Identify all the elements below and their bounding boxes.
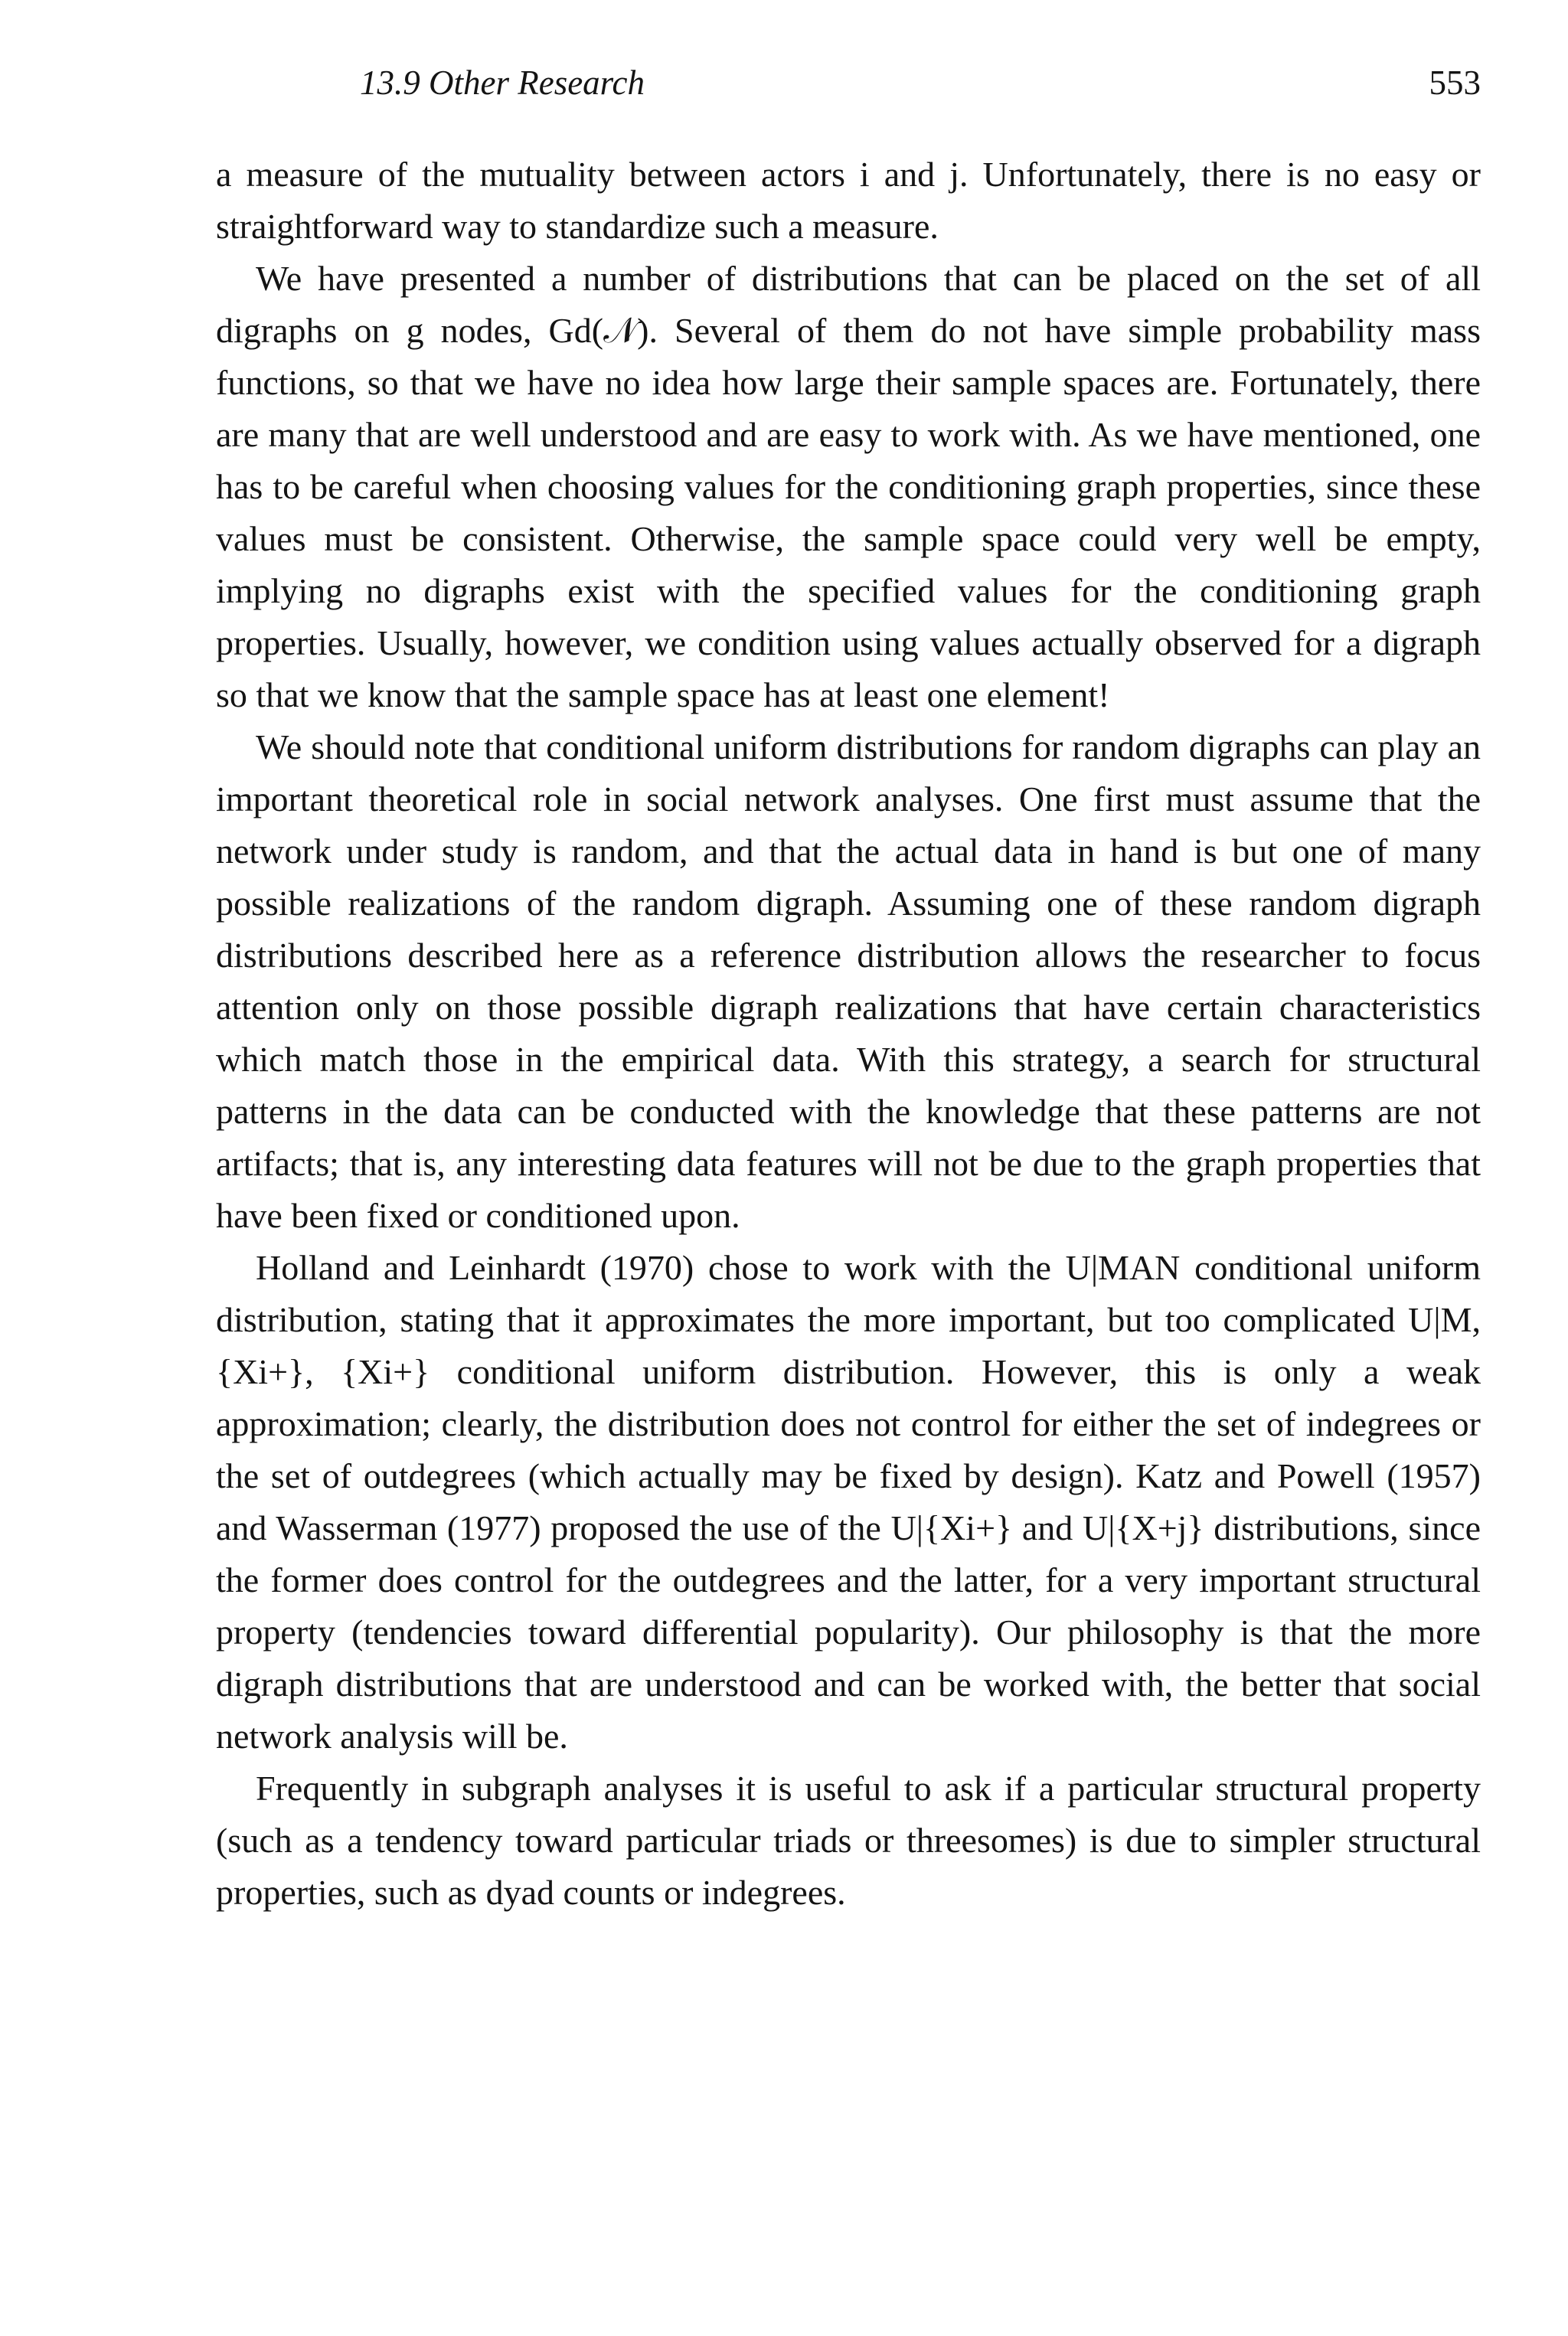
paragraph-4: Holland and Leinhardt (1970) chose to work with the U|MAN conditional uniform distribution, stating that it approximates the more important, but too complicated U|M, {Xi+}, {Xi+} conditional uniform distribution. However, this is only a weak approximation; clearly, the distribution does not control for either the set of indegrees or the set of outdegrees (which actually may be fixed by design). Katz and Powell (1957) and Wasserman (1977) proposed the use of the U|{Xi+} and U|{X+j} distributions, since the former does control for the outdegrees and the latter, for a very important structural property (tendencies toward differential popularity). Our philosophy is that the more digraph distributions that are understood and can be worked with, the better that social network analysis will be.: [216, 1248, 1481, 1756]
page-number: 553: [1429, 64, 1481, 102]
section-title: 13.9 Other Research: [360, 64, 645, 102]
running-header: [216, 63, 1481, 109]
paragraph-5: Frequently in subgraph analyses it is useful to ask if a particular structural property (such as a tendency toward particular triads or threesomes) is due to simpler structural properties, such as dyad counts or indegrees.: [216, 1769, 1481, 1912]
body-text: [216, 149, 1481, 1919]
paragraph-3: We should note that conditional uniform distributions for random digraphs can play an important theoretical role in social network analyses. One first must assume that the network under study is random, and that the actual data in hand is but one of many possible realizations of the random digraph. Assuming one of these random digraph distributions described here as a reference distribution allows the researcher to focus attention only on those possible digraph realizations that have certain characteristics which match those in the empirical data. With this strategy, a search for structural patterns in the data can be conducted with the knowledge that these patterns are not artifacts; that is, any interesting data features will not be due to the graph properties that have been fixed or conditioned upon.: [216, 727, 1481, 1235]
paragraph-2: We have presented a number of distributions that can be placed on the set of all digraphs on g nodes, Gd(𝒩). Several of them do not have simple probability mass functions, so that we have no idea how large their sample spaces are. Fortunately, there are many that are well understood and are easy to work with. As we have mentioned, one has to be careful when choosing values for the conditioning graph properties, since these values must be consistent. Otherwise, the sample space could very well be empty, implying no digraphs exist with the specified values for the conditioning graph properties. Usually, however, we condition using values actually observed for a digraph so that we know that the sample space has at least one element!: [216, 259, 1481, 714]
book-page: [216, 0, 1481, 2336]
paragraph-1: a measure of the mutuality between actors i and j. Unfortunately, there is no easy or straightforward way to standardize such a measure.: [216, 155, 1481, 246]
